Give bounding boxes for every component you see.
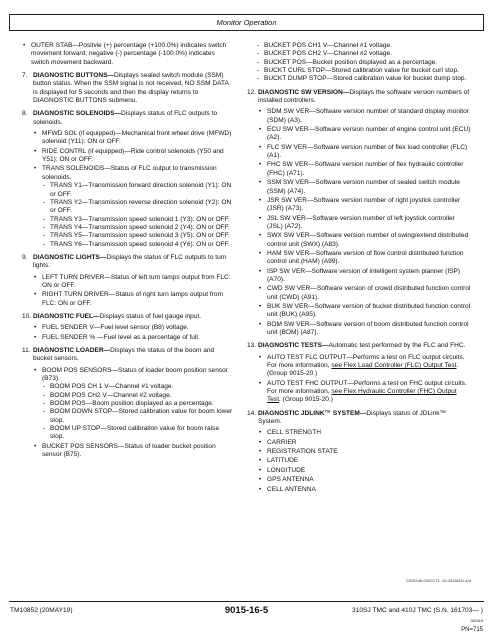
sub-list-item: - BUCKET POS CH2 V—Channel #2 voltage. bbox=[256, 50, 471, 58]
list-item: • JSL SW VER—Software version number of left joystick controller (JSL) (A72). bbox=[258, 215, 471, 232]
sub-list-item: - BUCKET POS CH1 V—Channel #1 voltage. bbox=[256, 42, 471, 50]
footer-rule bbox=[9, 601, 484, 602]
list-item bbox=[258, 380, 471, 405]
list-item-text: . (Group 9015-20.) bbox=[267, 362, 459, 378]
list-item-text: BOOM POS SENSORS—Status of loader boom position sensor (B73). bbox=[42, 366, 228, 383]
list-item: • SWX SW VER—Software version number of swing/extend distributed control unit (SWX) (A83). bbox=[258, 232, 471, 249]
sub-list-item: - TRANS Y4—Transmission speed solenoid 2 (Y4): ON or OFF. bbox=[42, 224, 234, 232]
list-item: • OUTER STAB—Positvie (+) percentage (+100.0%) indicates switch movement forward; negative (-) percentage (-100.0%) indicates switch movement backward. bbox=[22, 42, 234, 67]
sub-list-item: - TRANS Y5—Transmission speed solenoid 3 (Y5): ON or OFF. bbox=[42, 232, 234, 240]
sub-list-item: - BOOM POS—Boom position displayed as a percentage. bbox=[42, 400, 234, 408]
list-item bbox=[33, 165, 234, 248]
list-item: • FUEL SENDER V—Fuel level sensor (B8) voltage. bbox=[33, 324, 234, 332]
list-item bbox=[33, 367, 234, 442]
header-bottom-rule bbox=[9, 30, 484, 31]
section-title: DIAGNOSTIC TESTS— bbox=[258, 342, 329, 350]
list-item: • LEFT TURN DRIVER—Status of left turn lamps output from FLC: ON or OFF. bbox=[33, 274, 234, 291]
footer-pn: PN=715 bbox=[461, 627, 483, 633]
list-item: • FHC SW VER—Software version number of flex hydraulic controller (FHC) (A71). bbox=[258, 161, 471, 178]
fhc-output-test-link[interactable]: see Flex Hydraulic Controller (FHC) Output Test bbox=[267, 388, 457, 404]
section-title: DIAGNOSTIC BUTTONS— bbox=[33, 72, 114, 80]
section-number: 13. bbox=[247, 342, 257, 350]
sub-list-item: - TRANS Y6—Transmission speed solenoid 4 (Y6): ON or OFF. bbox=[42, 241, 234, 249]
sub-list-item: - BOOM POS CH2 V—Channel #2 voltage. bbox=[42, 392, 234, 400]
sub-list-item: - TRANS Y2—Transmission reverse direction solenoid (Y2): ON or OFF. bbox=[42, 199, 234, 216]
section-number: 11. bbox=[22, 347, 31, 354]
section-text: Displays the software version numbers of installed controllers. bbox=[258, 88, 470, 105]
list-item: • LATITUDE bbox=[258, 457, 471, 465]
list-item-text: AUTO TEST FLC OUTPUT—Performs a test on FLC output circuits. For more information, bbox=[267, 353, 465, 370]
sub-list-item: - TRANS Y1—Transmission forward direction solenoid (Y1): ON or OFF. bbox=[42, 182, 234, 199]
sub-list-item: - BOOM DOWN STOP—Stored calibration value for boom lower stop. bbox=[42, 408, 234, 425]
list-item: • LONGITUDE bbox=[258, 467, 471, 475]
section-7 bbox=[22, 72, 234, 105]
list-item: • CELL STRENGTH bbox=[258, 429, 471, 437]
section-title: DIAGNOSTIC LIGHTS— bbox=[33, 253, 107, 261]
section-9 bbox=[22, 254, 234, 308]
footer-manual-id: TM10852 (20MAY19) bbox=[10, 607, 73, 614]
section-text: Displays status of JDLink™ System. bbox=[258, 409, 447, 426]
section-text: Displays sealed switch module (SSM) button status. When the SSM signal is not received, NO SSM DATA is displayed for 5 seconds and then the display returns to DIAGNOSTIC BUTTONS submenu. bbox=[33, 72, 229, 105]
sub-list-item: - BOOM UP STOP—Stored calibration value for boom raise stop. bbox=[42, 425, 234, 442]
sub-list-item: - BOOM POS CH 1 V—Channel #1 voltage. bbox=[42, 383, 234, 391]
section-title: DIAGNOSTIC SW VERSION— bbox=[258, 88, 350, 96]
list-item: • CARRIER bbox=[258, 439, 471, 447]
flc-output-test-link[interactable]: see Flex Load Controller (FLC) Output Test bbox=[331, 362, 457, 370]
list-item: • CWD SW VER—Software version of crowd distributed function control unit (CWD) (A91). bbox=[258, 285, 471, 302]
section-text: Displays the status of FLC outputs to turn lights. bbox=[33, 253, 227, 270]
section-13 bbox=[247, 342, 471, 404]
list-item: • SDM SW VER—Software version number of standard display monitor (SDM) (A3). bbox=[258, 108, 471, 125]
list-item bbox=[258, 354, 471, 379]
footer-page-number: 9015-16-5 bbox=[224, 605, 269, 616]
section-number: 7. bbox=[22, 72, 28, 80]
section-number: 14. bbox=[247, 409, 257, 417]
sub-list-item: - BUCKT CURL STOP—Stored calibration value for bucket curl stop. bbox=[256, 67, 471, 75]
section-title: DIAGNOSTIC FUEL— bbox=[33, 312, 100, 320]
list-item: • BOM SW VER—Software version of boom distributed function control unit (BOM) (A87). bbox=[258, 321, 471, 338]
section-title: DIAGNOSTIC JDLINK™ SYSTEM— bbox=[258, 409, 367, 417]
sub-list-item: - BUCKT DUMP STOP—Stored calibration value for bucket dump stop. bbox=[256, 75, 471, 83]
list-item: • FLC SW VER—Software version number of flex load controller (FLC) (A1). bbox=[258, 144, 471, 161]
figure-reference: CS32148,0002C71 -19-25JAN11-4/4 bbox=[405, 578, 471, 583]
list-item: • HAM SW VER—Software version of flow control distributed function control unit (HAM) (A99). bbox=[258, 250, 471, 267]
section-text: Displays status of FLC outputs to solenoids. bbox=[33, 110, 218, 126]
sub-list-item: - BUCKET POS—Bucket position displayed as a percentage. bbox=[256, 59, 471, 67]
list-item: • FUEL SENDER % —Fuel level as a percentage of full. bbox=[33, 334, 234, 342]
continued-subitems bbox=[247, 42, 471, 84]
section-10 bbox=[22, 313, 234, 342]
continued-items bbox=[22, 42, 234, 67]
section-11 bbox=[22, 347, 234, 459]
list-item: • RIGHT TURN DRIVER—Status of right turn lamps output from FLC: ON or OFF. bbox=[33, 291, 234, 308]
section-number: 9. bbox=[22, 253, 28, 261]
list-item: • BUK SW VER—Software version of bucket distributed function control unit (BUK) (A95). bbox=[258, 303, 471, 320]
right-column bbox=[247, 42, 471, 499]
section-number: 8. bbox=[22, 110, 28, 118]
section-number: 10. bbox=[22, 312, 32, 320]
list-item: • CELL ANTENNA bbox=[258, 486, 471, 494]
header-title: Monitor Operation bbox=[216, 18, 277, 27]
header-top-rule bbox=[9, 14, 484, 15]
section-8 bbox=[22, 110, 234, 249]
section-14 bbox=[247, 410, 471, 494]
list-item: • REGISTRATION STATE bbox=[258, 448, 471, 456]
sub-list-item: - TRANS Y3—Transmission speed solenoid 1 (Y3): ON or OFF. bbox=[42, 216, 234, 224]
section-title: DIAGNOSTIC LOADER— bbox=[33, 347, 111, 354]
section-title: DIAGNOSTIC SOLENOIDS— bbox=[33, 110, 122, 118]
list-item-text: . (Group 9015-20.) bbox=[279, 396, 333, 404]
list-item: • ECU SW VER—Software version number of engine control unit (ECU) (A2). bbox=[258, 126, 471, 143]
list-item-text: TRANS SOLENOIDS—Status of FLC output to transmission solenoids. bbox=[42, 165, 217, 181]
left-column bbox=[22, 42, 234, 464]
list-item: • MFWD SOL (if equipped)—Mechanical front wheel drive (MFWD) solenoid (Y11): ON or OFF. bbox=[33, 130, 234, 147]
list-item: • BUCKET POS SENSORS—Status of loader bucket position sensor (B75). bbox=[33, 443, 234, 460]
section-text: Displays status of fuel gauge input. bbox=[99, 312, 202, 320]
section-12 bbox=[247, 89, 471, 338]
list-item-text: AUTO TEST FHC OUTPUT—Performs a test on FHC output circuits. For more information, bbox=[267, 379, 467, 396]
list-item: • ISP SW VER—Software version of intelligent system planner (ISP) (A70). bbox=[258, 268, 471, 285]
section-text: Automatic test performed by the FLC and FHC. bbox=[328, 342, 466, 350]
section-number: 12. bbox=[247, 88, 257, 96]
list-item: • JSR SW VER—Software version number of right joystick controller (JSR) (A73). bbox=[258, 197, 471, 214]
footer-date-stamp: 062419 bbox=[470, 619, 483, 623]
footer-model-info: 310SJ TMC and 410J TMC (S.N. 161703— ) bbox=[352, 607, 483, 614]
section-text: Displays the status of the boom and bucket sensors. bbox=[33, 347, 215, 363]
list-item: • RIDE CONTRL (if equipped)—Ride control solenoids (Y50 and Y51): ON or OFF. bbox=[33, 148, 234, 165]
list-item: • GPS ANTENNA bbox=[258, 476, 471, 484]
list-item: • SSM SW VER—Software version number of sealed switch module (SSM) (A74). bbox=[258, 179, 471, 196]
